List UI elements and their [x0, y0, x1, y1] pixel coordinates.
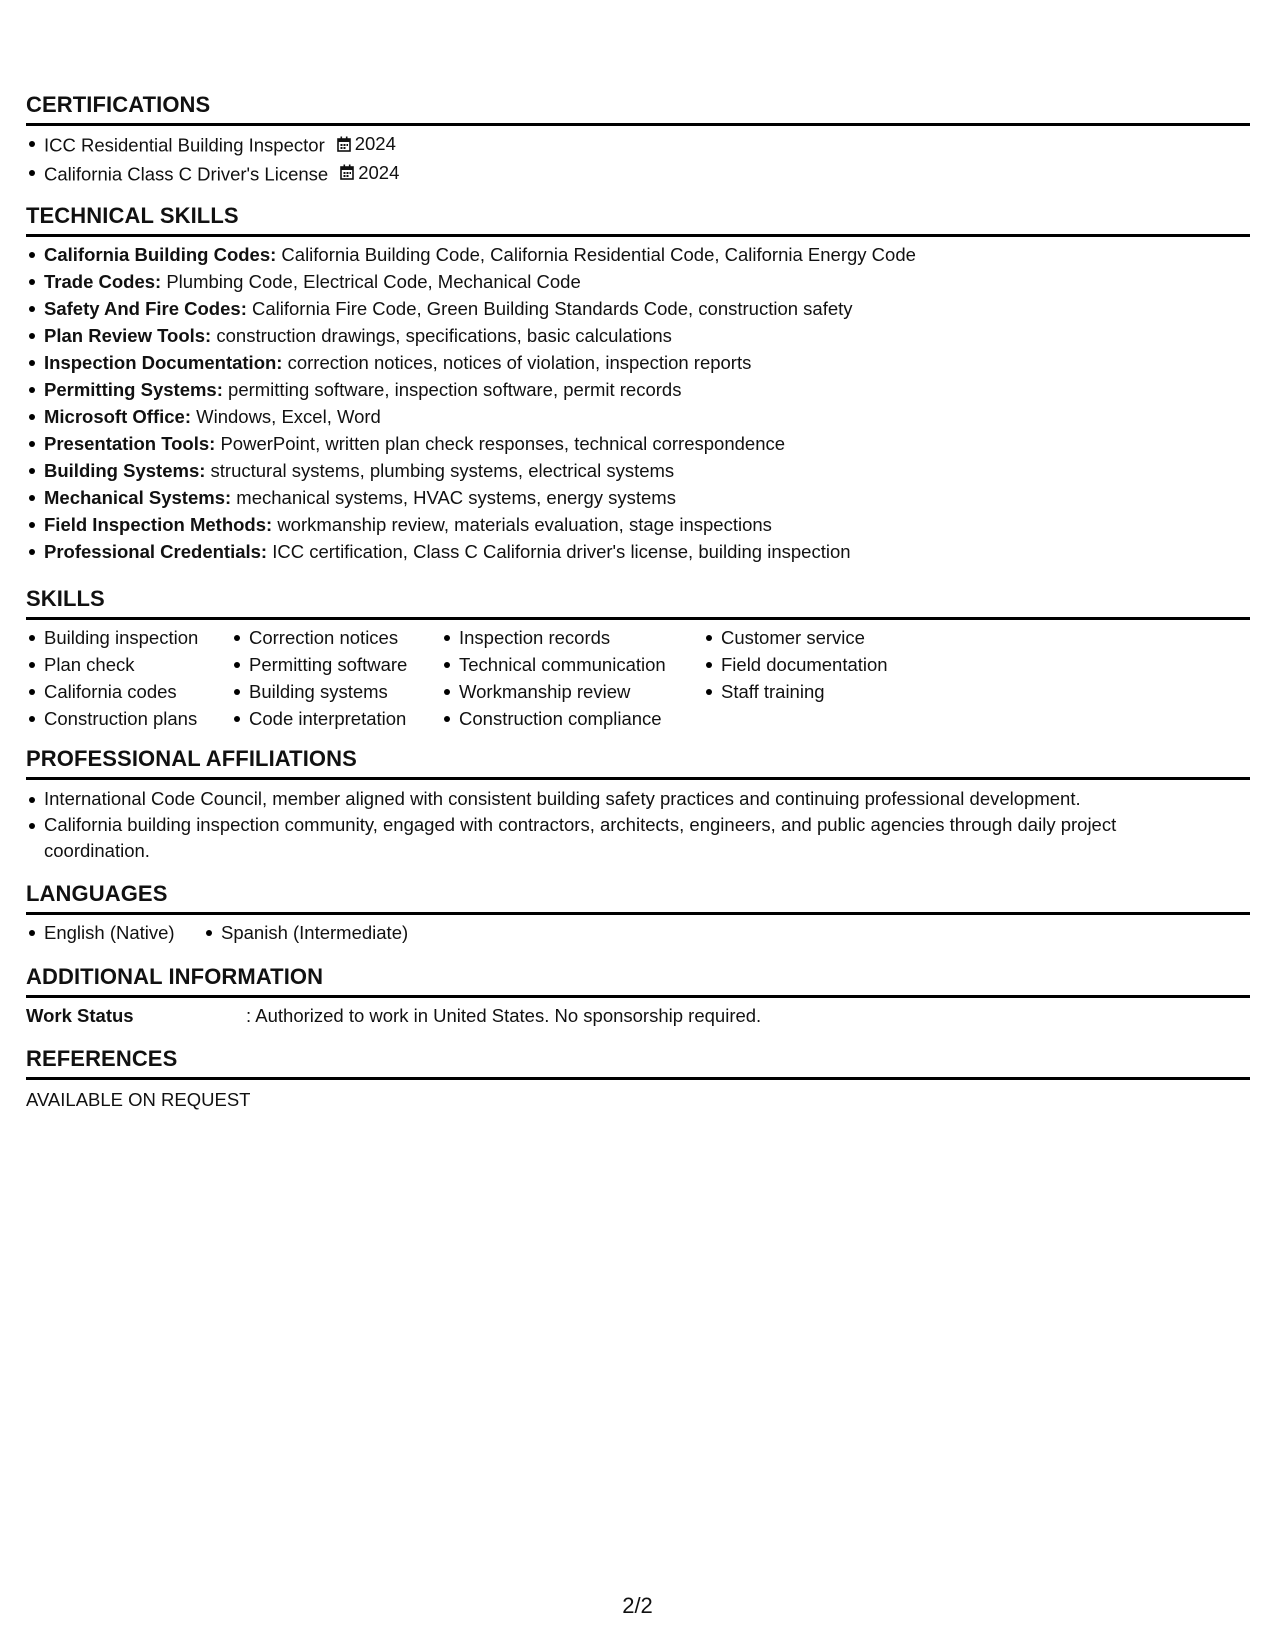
list-item: English (Native)	[26, 919, 203, 946]
list-item: Correction notices	[231, 624, 441, 651]
technical-skills-section	[26, 202, 1250, 565]
skills-column	[231, 624, 441, 732]
skill-category-text: construction drawings, specifications, basic calculations	[216, 325, 672, 346]
list-item	[26, 484, 1250, 511]
skill-category-label: Presentation Tools:	[44, 433, 216, 454]
list-item: Building systems	[231, 678, 441, 705]
list-item: International Code Council, member aligned with consistent building safety practices and continuing professional development.	[26, 786, 1250, 812]
section-title-technical-skills: TECHNICAL SKILLS	[26, 202, 1250, 237]
list-item: Customer service	[703, 624, 923, 651]
skill-category-label: Professional Credentials:	[44, 541, 268, 562]
list-item: California codes	[26, 678, 231, 705]
skill-category-text: mechanical systems, HVAC systems, energy systems	[236, 487, 676, 508]
section-title-additional-info: ADDITIONAL INFORMATION	[26, 963, 1250, 998]
skill-category-label: California Building Codes:	[44, 244, 277, 265]
skill-category-text: PowerPoint, written plan check responses, technical correspondence	[220, 433, 786, 454]
section-title-certifications: CERTIFICATIONS	[26, 91, 1250, 126]
skill-category-label: Building Systems:	[44, 460, 206, 481]
languages-column	[203, 919, 408, 946]
section-title-references: REFERENCES	[26, 1045, 1250, 1080]
languages-row	[26, 919, 1250, 946]
affiliations-section	[26, 745, 1250, 864]
list-item: Construction compliance	[441, 705, 703, 732]
references-section	[26, 1045, 1250, 1113]
list-item	[26, 511, 1250, 538]
skill-category-text: permitting software, inspection software, permit records	[228, 379, 682, 400]
section-title-languages: LANGUAGES	[26, 880, 1250, 915]
list-item: Building inspection	[26, 624, 231, 651]
skill-category-label: Field Inspection Methods:	[44, 514, 273, 535]
list-item	[26, 349, 1250, 376]
section-title-skills: SKILLS	[26, 585, 1250, 620]
skill-category-text: structural systems, plumbing systems, electrical systems	[210, 460, 675, 481]
list-item	[26, 130, 1250, 159]
certifications-list	[26, 130, 1250, 187]
languages-section	[26, 880, 1250, 946]
skill-category-text: correction notices, notices of violation, inspection reports	[287, 352, 752, 373]
technical-skills-list	[26, 241, 1250, 565]
skill-category-label: Plan Review Tools:	[44, 325, 212, 346]
work-status-row	[26, 1002, 1250, 1029]
list-item: Staff training	[703, 678, 923, 705]
certification-name: California Class C Driver's License	[44, 163, 329, 184]
work-status-label: Work Status	[26, 1005, 134, 1026]
list-item	[26, 376, 1250, 403]
list-item	[26, 268, 1250, 295]
skill-category-label: Safety And Fire Codes:	[44, 298, 247, 319]
skill-category-text: Plumbing Code, Electrical Code, Mechanical Code	[166, 271, 581, 292]
list-item: Plan check	[26, 651, 231, 678]
list-item	[26, 159, 1250, 188]
list-item	[26, 322, 1250, 349]
skill-category-text: ICC certification, Class C California driver's license, building inspection	[272, 541, 851, 562]
skill-category-label: Permitting Systems:	[44, 379, 223, 400]
skill-category-text: California Fire Code, Green Building Standards Code, construction safety	[252, 298, 853, 319]
list-item	[26, 430, 1250, 457]
calendar-icon	[340, 164, 354, 180]
additional-info-section	[26, 963, 1250, 1029]
list-item: Inspection records	[441, 624, 703, 651]
skills-column	[26, 624, 231, 732]
skill-category-label: Inspection Documentation:	[44, 352, 283, 373]
skill-category-label: Microsoft Office:	[44, 406, 191, 427]
skills-column	[703, 624, 923, 732]
skill-category-label: Trade Codes:	[44, 271, 162, 292]
skills-columns	[26, 624, 1250, 732]
list-item: Technical communication	[441, 651, 703, 678]
list-item: Construction plans	[26, 705, 231, 732]
certification-year: 2024	[358, 161, 400, 183]
skill-category-text: Windows, Excel, Word	[196, 406, 381, 427]
certification-year: 2024	[354, 133, 396, 154]
list-item	[26, 295, 1250, 322]
list-item: Workmanship review	[441, 678, 703, 705]
list-item: Permitting software	[231, 651, 441, 678]
references-text: AVAILABLE ON REQUEST	[26, 1089, 251, 1110]
list-item: California building inspection community, engaged with contractors, architects, engineers, and public agencies through daily project coordination.	[26, 812, 1250, 864]
list-item	[26, 538, 1250, 565]
list-item	[26, 403, 1250, 430]
languages-column	[26, 919, 203, 946]
calendar-icon	[337, 136, 351, 152]
list-item: Spanish (Intermediate)	[203, 919, 408, 946]
section-title-affiliations: PROFESSIONAL AFFILIATIONS	[26, 745, 1250, 780]
skill-category-text: California Building Code, California Residential Code, California Energy Code	[281, 244, 916, 265]
certifications-section	[26, 91, 1250, 187]
work-status-value: : Authorized to work in United States. No sponsorship required.	[246, 1005, 762, 1026]
list-item: Field documentation	[703, 651, 923, 678]
skills-section	[26, 585, 1250, 732]
skill-category-label: Mechanical Systems:	[44, 487, 232, 508]
list-item	[26, 241, 1250, 268]
affiliations-list	[26, 786, 1250, 864]
skills-column	[441, 624, 703, 732]
list-item	[26, 457, 1250, 484]
certification-date	[337, 130, 396, 157]
page-number: 2/2	[622, 1593, 653, 1618]
certification-name: ICC Residential Building Inspector	[44, 134, 325, 156]
certification-date	[340, 159, 399, 186]
list-item: Code interpretation	[231, 705, 441, 732]
skill-category-text: workmanship review, materials evaluation, stage inspections	[277, 514, 772, 535]
